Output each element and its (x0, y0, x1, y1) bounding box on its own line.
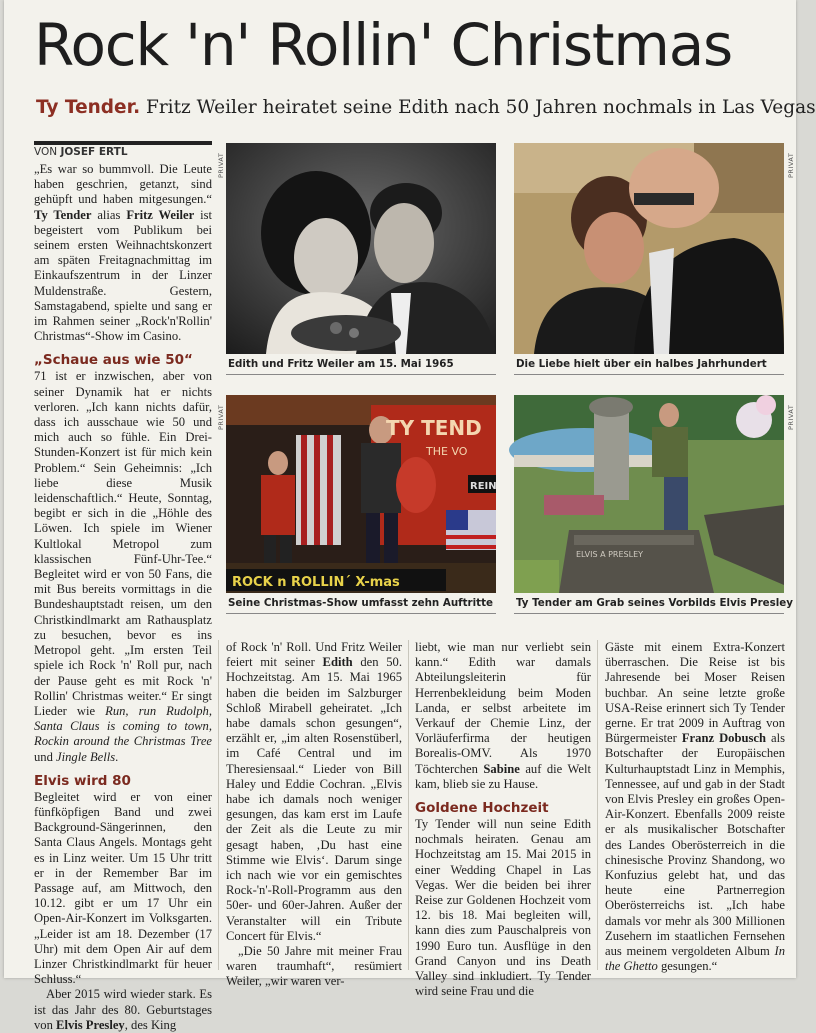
caption-rule (514, 374, 784, 375)
text-run: ist begeistert vom Publikum bei seinem ersten Weihnachtskonzert am späten Freitagnachmittag im Einkaufszentrum in der Linzer Muldenstraße. Gestern, Samstagabend, spielte und sang er im Rahmen seiner „Rock'n'Rollin' Christmas“-Show im Casino. (34, 207, 212, 344)
byline-rule (34, 141, 212, 145)
photo-elvis-grave-image (514, 395, 784, 593)
headline: Rock 'n' Rollin' Christmas (34, 11, 733, 79)
caption-rule (514, 613, 784, 614)
paragraph: Ty Tender will nun seine Edith nochmals heiraten. Genau am Hochzeitstag am 15. Mai 2015 in einer Wedding Chapel in Las Vegas. Wer die beiden bei ihrer Reise zur Goldenen Hochzeit vom 12. bis 18. Mai begleiten will, kann dies zum Pauschalpreis von 1990 Euro tun. Ausflüge in den Grand Canyon und ins Death Valley sind inkludiert. Ty Tender wird seine Frau und die (415, 817, 591, 999)
newspaper-page (4, 0, 816, 1032)
song-title: Jingle Bells (56, 749, 116, 764)
byline-prefix: VON (34, 146, 58, 158)
byline (34, 146, 128, 158)
paragraph: Begleitet wird er von einer fünfköpfigen Band und zwei Background-Sängerinnen, den Santa Claus Angels. Montags geht es in Linz weiter. Um 15 Uhr tritt er in der Remember Bar im Passage auf, am Mittwoch, den 10.12. gibt er um 17 Uhr ein Open-Air-Konzert im Volksgarten. „Leider ist am 18. Dezember (17 Uhr) mit dem Open Air auf dem Linzer Christkindlmarkt für heuer Schluss.“ (34, 789, 212, 987)
photo-couple-today (514, 143, 784, 354)
subheadline (36, 94, 816, 122)
subheadline-text: Fritz Weiler heiratet seine Edith nach 50 Jahren nochmals in Las Vegas (146, 97, 816, 118)
stage-sign-text: THE VO (426, 445, 468, 458)
article-column-4 (605, 640, 786, 974)
stage-sign-text: REIN (470, 481, 497, 492)
photo-christmas-show (226, 395, 496, 593)
photo-caption: Seine Christmas-Show umfasst zehn Auftritte (228, 597, 493, 609)
song-titles: Run, run Rudolph, Santa Claus is coming to town, Rockin around the Christmas Tree (34, 703, 212, 749)
name-franz-dobusch: Franz Dobusch (681, 731, 766, 746)
article-column-2 (226, 640, 402, 989)
name-elvis-presley: Elvis Presley (56, 1017, 125, 1032)
photo-couple-today-image (514, 143, 784, 354)
name-ty-tender: Ty Tender (34, 207, 92, 222)
text-run: Gäste mit einem Extra-Konzert überraschen. Die Reise ist bis Jahresende bei Moser Reisen buchbar. An seine letzte große USA-Reise erinnert sich Ty Tender gerne. Er trat 2009 in Auftrag von Bürgermeister (605, 640, 785, 746)
photo-wedding-1965-image (226, 143, 496, 354)
text-run: als Botschafter der Europäischen Kulturhauptstadt Linz in Memphis, Tennessee, auf und gab in der Stadt von Elvis Presley ein großes Open-Air-Konzert. Ebenfalls 2009 reiste er als musikalischer Botschafter des Landes Oberösterreich in die chinesische Provinz Shandong, wo Konfuzius gelebt hat, und das heute eine Partnerregion Oberösterreichs ist. „Ich habe damals vor mehr als 300 Millionen Zusehern im staatlichen Fernsehen aus meinem vergoldeten Album (605, 731, 786, 959)
text-run: , des King (124, 1017, 177, 1032)
stage-sign-text: TY TEND (386, 416, 482, 440)
name-fritz-weiler: Fritz Weiler (126, 207, 195, 222)
album-title: In the Ghetto (605, 944, 785, 974)
photo-credit: PRIVAT (217, 404, 225, 430)
column-divider (597, 640, 598, 970)
photo-elvis-grave (514, 395, 784, 593)
column-divider (218, 640, 219, 970)
paragraph (34, 987, 212, 1033)
photo-wedding-1965 (226, 143, 496, 354)
text-run: of Rock 'n' Roll. Und Fritz Weiler feiert mit seiner (226, 640, 402, 670)
text-run: Aber 2015 wird wieder stark. Es ist das Jahr des 80. Geburtstages von (34, 987, 212, 1032)
paragraph: „Die 50 Jahre mit meiner Frau waren traumhaft“, resümiert Weiler, „wir waren ver- (226, 944, 402, 989)
paragraph (605, 640, 785, 974)
caption-rule (226, 374, 496, 375)
photo-caption: Die Liebe hielt über ein halbes Jahrhundert (516, 358, 767, 370)
grave-inscription: ELVIS A PRESLEY (576, 550, 644, 559)
subheading: Goldene Hochzeit (415, 800, 549, 817)
photo-credit: PRIVAT (787, 152, 795, 178)
paragraph (226, 640, 402, 944)
column-divider (408, 640, 409, 970)
text-run: 71 ist er inzwischen, aber von seiner Dynamik hat er nichts verloren. „Ich kann nichts dafür, dass ich ausschaue wie 50 und mich auch so fühle. Ein Drei-Stunden-Konzert ist für mich kein Problem.“ Sein Geheimnis: „Ich liebe diese Musik leidenschaftlich.“ Heute, Sonntag, begibt er sich in die „Höhle des Löwen. Ich spiele im Wiener Kultlokal Metropol zum klassischen Fünf-Uhr-Tee.“ Begleitet wird er von 50 Fans, die mit Bus bereits vormittags in die Bundeshauptstadt reisen, um den Christkindlmarkt am Rathausplatz zu besuchen, bevor es ins Metropol geht. „Im ersten Teil spiele ich Rock 'n' Roll pur, nach der Pause geht es mit Rock 'n' Rollin' Christmas weiter.“ Er singt Lieder wie (34, 369, 212, 718)
paragraph: 71 ist er inzwischen, aber von seiner Dynamik hat er nichts verloren. „Ich kann nichts dafür, dass ich ausschaue wie 50 und mich auch so fühle. Ein Drei-Stunden-Konzert ist für mich kein Problem.“ Sein Geheimnis: „Ich liebe diese Musik leidenschaftlich.“ Heute, Sonntag, begibt er sich in die „Höhle des Löwen. Ich spiele im Wiener Kultlokal Metropol zum klassischen Fünf-Uhr-Tee.“ Begleitet wird er von 50 Fans, die mit Bus bereits vormittags in die Bundeshauptstadt reisen, um den Christkindlmarkt am Rathausplatz zu besuchen, bevor es ins Metropol geht. „Im ersten Teil spiele ich Rock 'n' Roll pur, nach der Pause geht es mit Rock 'n' Rollin' Christmas weiter.“ Er singt Lieder wie Run, run Rudolph, Santa Claus is coming to town, Rockin around the Christmas Tree und Jingle Bells. (34, 369, 212, 764)
text-run: „Es war so bummvoll. Die Leute haben geschrien, getanzt, sind gehüpft und haben mitgesungen.“ (34, 162, 212, 207)
name-edith: Edith (322, 655, 353, 670)
photo-caption: Ty Tender am Grab seines Vorbilds Elvis Presley (516, 597, 794, 609)
text-run: alias (97, 207, 121, 222)
article-column-1 (34, 162, 212, 1032)
stage-banner-text: ROCK n ROLLIN´ X-mas (232, 575, 400, 590)
text-run: gesungen.“ (660, 959, 718, 974)
subheading: Elvis wird 80 (34, 772, 131, 789)
paragraph (34, 162, 212, 344)
photo-caption: Edith und Fritz Weiler am 15. Mai 1965 (228, 358, 454, 370)
caption-rule (226, 613, 496, 614)
name-sabine: Sabine (483, 761, 520, 776)
photo-credit: PRIVAT (217, 152, 225, 178)
subheading: „Schaue aus wie 50“ (34, 352, 193, 369)
text-run: den 50. Hochzeitstag. Am 15. Mai 1965 haben die beiden im Salzburger Schloß Mirabell geheiratet. „Ich habe damals schon gesungen“, erzählt er, „im alten Rosenstüberl, im Café Central und im Theresiensaal.“ Lieder von Bill Haley und Eddie Cochran. „Elvis habe ich damals noch weniger gesungen, das kam erst im Laufe der Zeit als die Leute zu mir gesagt haben, ‚Du hast eine Stimme wie Elvis‘. Darum singe ich nach wie vor ein gemischtes Rock-'n'-Roll-Programm aus den 50er- und 60er-Jahren. Außer der Veranstalter will ein Tribute Concert für Elvis.“ (226, 655, 402, 943)
text-run: und (34, 749, 53, 764)
subheadline-kicker: Ty Tender. (36, 97, 141, 118)
photo-credit: PRIVAT (787, 404, 795, 430)
byline-author: JOSEF ERTL (60, 146, 128, 158)
photo-christmas-show-image (226, 395, 496, 593)
article-column-3 (415, 640, 591, 999)
paragraph (415, 640, 591, 792)
text-run: liebt, wie man nur verliebt sein kann.“ Edith war damals Abteilungsleiterin für Herrenbekleidung beim Moden Landa, er selbst arbeitete im Verkauf der Chemie Linz, der Vorläuferfirma der heutigen Borealis-OMV. Als 1970 Töchterchen (415, 640, 591, 776)
text-run: auf die Welt kam, blieb sie zu Hause. (415, 761, 591, 791)
